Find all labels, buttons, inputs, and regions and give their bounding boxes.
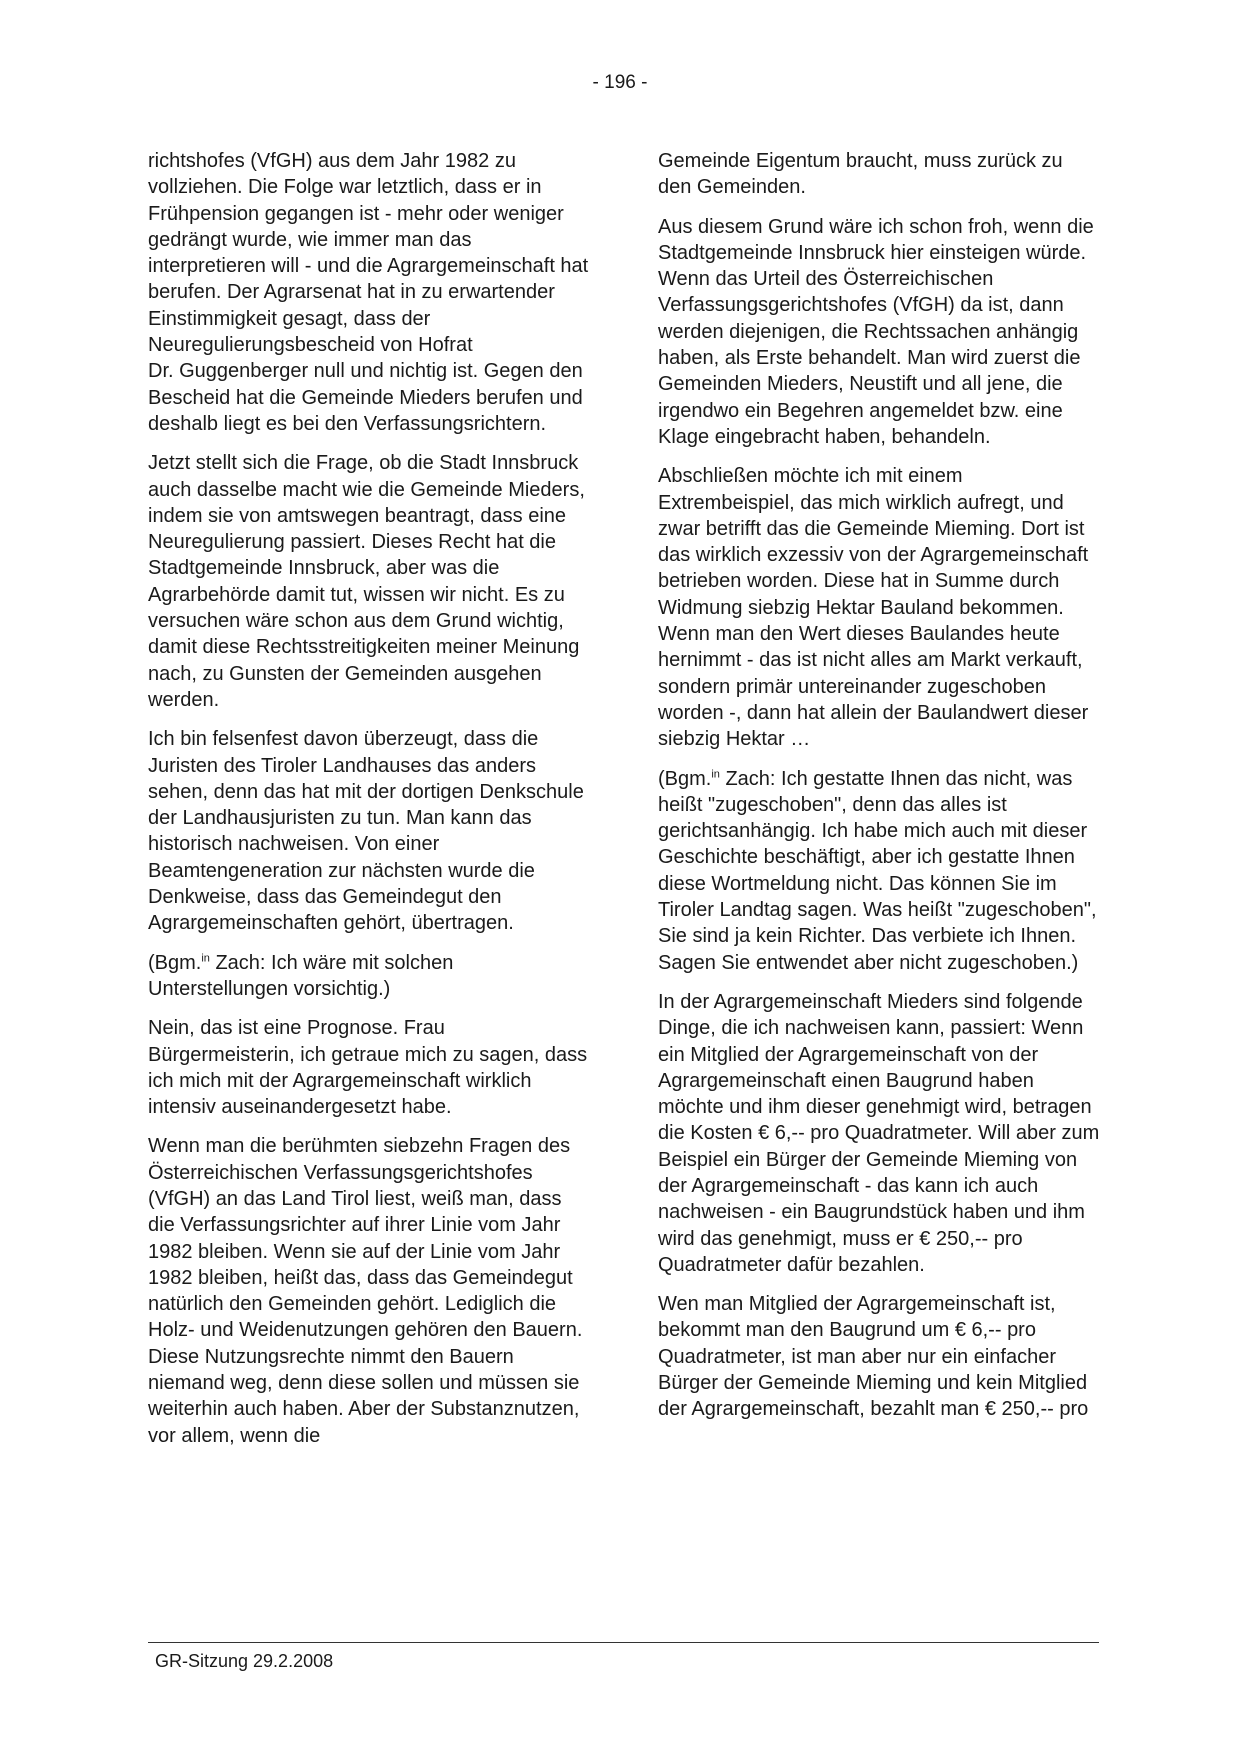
paragraph-text: Dr. Guggenberger null und nichtig ist. Gegen den Bescheid hat die Gemeinde Mieders berufen und deshalb liegt es bei den Verfassungsrichtern. [148, 360, 583, 435]
paragraph-6: Wen man Mitglied der Agrargemeinschaft ist, bekommt man den Baugrund um € 6,-- pro Quadratmeter, ist man aber nur ein einfacher Bürger der Gemeinde Mieming und kein Mitglied der Agrargemeinschaft, bezahlt man € 250,-- pro [658, 1293, 1089, 1421]
paragraph-text: richtshofes (VfGH) aus dem Jahr 1982 zu vollziehen. Die Folge war letztlich, dass er in Frühpension gegangen ist - mehr oder weniger gedrängt wurde, wie immer man das interpretieren will - und die Agrargemeinschaft hat berufen. Der Agrarsenat hat in zu erwartender Einstimmigkeit gesagt, dass der Neuregulierungsbescheid von Hofrat [148, 150, 589, 357]
paragraph-5: Nein, das ist eine Prognose. Frau Bürgermeisterin, ich getraue mich zu sagen, dass ich mich mit der Agrargemeinschaft wirklich intensiv auseinandergesetzt habe. [148, 1017, 588, 1119]
paragraph-2: Aus diesem Grund wäre ich schon froh, wenn die Stadtgemeinde Innsbruck hier einsteigen würde. Wenn das Urteil des Österreichischen Verfassungsgerichtshofes (VfGH) da ist, dann werden diejenigen, die Rechtssachen anhängig haben, als Erste behandelt. Man wird zuerst die Gemeinden Mieders, Neustift und all jene, die irgendwo ein Begehren angemeldet bzw. eine Klage eingebracht haben, behandeln. [658, 215, 1094, 448]
footer-divider [148, 1642, 1099, 1643]
speaker-suffix: in [711, 767, 720, 780]
speaker-prefix: (Bgm. [148, 951, 202, 974]
interjection-paragraph [148, 950, 590, 1003]
footer-text: GR-Sitzung 29.2.2008 [155, 1651, 334, 1671]
paragraph-1: Gemeinde Eigentum braucht, muss zurück zu den Gemeinden. [658, 150, 1063, 199]
right-column [658, 148, 1100, 1436]
paragraph-3: Ich bin felsenfest davon überzeugt, dass die Juristen des Tiroler Landhauses das anders sehen, denn das hat mit der dortigen Denkschule der Landhausjuristen zu tun. Man kann das historisch nachweisen. Von einer Beamtengeneration zur nächsten wurde die Denkweise, dass das Gemeindegut den Agrargemeinschaften gehört, übertragen. [148, 728, 584, 935]
paragraph-1 [148, 148, 590, 437]
paragraph-3: Abschließen möchte ich mit einem Extrembeispiel, das mich wirklich aufregt, und zwar betrifft das die Gemeinde Mieming. Dort ist das wirklich exzessiv von der Agrargemeinschaft betrieben worden. Diese hat in Summe durch Widmung siebzig Hektar Bauland bekommen. Wenn man den Wert dieses Baulandes heute hernimmt - das ist nicht alles am Markt verkauft, sondern primär untereinander zugeschoben worden -, dann hat allein der Baulandwert dieser siebzig Hektar … [658, 465, 1089, 751]
paragraph-6: Wenn man die berühmten siebzehn Fragen des Österreichischen Verfassungsgerichtshofes (VfGH) an das Land Tirol liest, weiß man, dass die Verfassungsrichter auf ihrer Linie vom Jahr 1982 bleiben. Wenn sie auf der Linie vom Jahr 1982 bleiben, heißt das, dass das Gemeindegut natürlich den Gemeinden gehört. Lediglich die Holz- und Weidenutzungen gehören den Bauern. Diese Nutzungsrechte nimmt den Bauern niemand weg, denn diese sollen und müssen sie weiterhin auch haben. Aber der Substanznutzen, vor allem, wenn die [148, 1135, 583, 1447]
left-column [148, 148, 590, 1462]
interjection-paragraph [658, 766, 1100, 976]
speaker-prefix: (Bgm. [658, 767, 712, 790]
speaker-suffix: in [201, 951, 210, 964]
interjection-text: Zach: Ich gestatte Ihnen das nicht, was heißt "zugeschoben", denn das alles ist gerichtsanhängig. Ich habe mich auch mit dieser Geschichte beschäftigt, aber ich gestatte Ihnen diese Wortmeldung nicht. Das können Sie im Tiroler Landtag sagen. Was heißt "zugeschoben", Sie sind ja kein Richter. Das verbiete ich Ihnen. Sagen Sie entwendet aber nicht zugeschoben.) [658, 767, 1097, 974]
paragraph-2: Jetzt stellt sich die Frage, ob die Stadt Innsbruck auch dasselbe macht wie die Gemeinde Mieders, indem sie von amtswegen beantragt, dass eine Neuregulierung passiert. Dieses Recht hat die Stadtgemeinde Innsbruck, aber was die Agrarbehörde damit tut, wissen wir nicht. Es zu versuchen wäre schon aus dem Grund wichtig, damit diese Rechtsstreitigkeiten meiner Meinung nach, zu Gunsten der Gemeinden ausgehen werden. [148, 452, 585, 711]
page-number: - 196 - [592, 72, 648, 93]
interjection-text: Zach: Ich wäre mit solchen Unterstellungen vorsichtig.) [148, 951, 454, 1000]
paragraph-5: In der Agrargemeinschaft Mieders sind folgende Dinge, die ich nachweisen kann, passiert: Wenn ein Mitglied der Agrargemeinschaft von der Agrargemeinschaft einen Baugrund haben möchte und ihm dieser genehmigt wird, betragen die Kosten € 6,-- pro Quadratmeter. Will aber zum Beispiel ein Bürger der Gemeinde Mieming von der Agrargemeinschaft - das kann ich auch nachweisen - ein Baugrundstück haben und ihm wird das genehmigt, muss er € 250,-- pro Quadratmeter dafür bezahlen. [658, 990, 1100, 1276]
